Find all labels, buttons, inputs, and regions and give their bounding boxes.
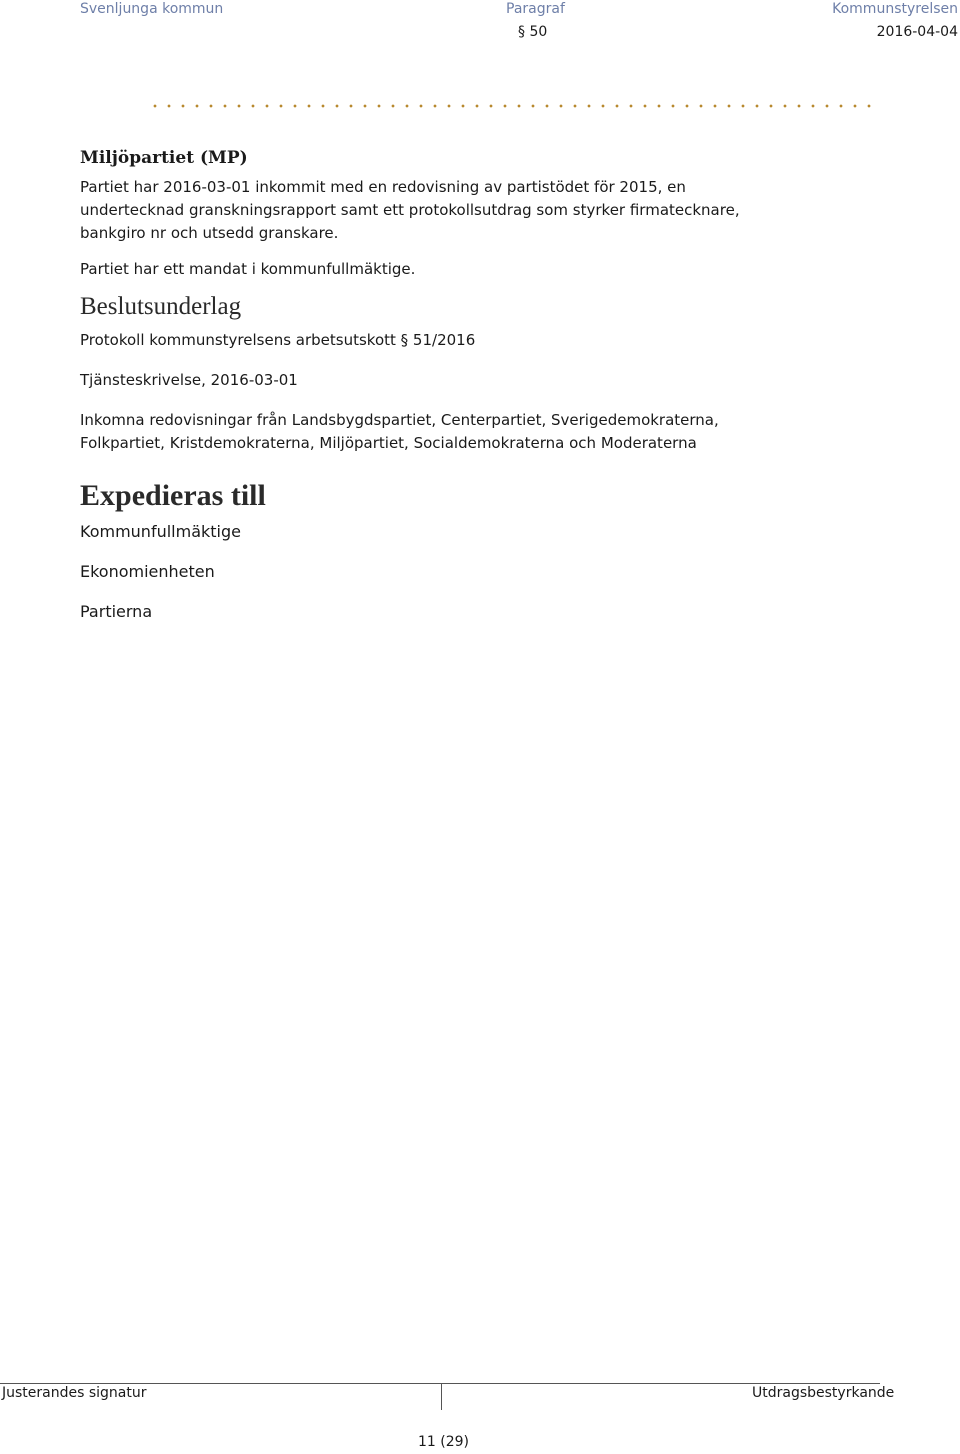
header-body: Kommunstyrelsen: [832, 1, 958, 17]
header-paragraf-value: § 50: [518, 24, 548, 40]
party-heading: Miljöpartiet (MP): [80, 148, 248, 168]
text-line: undertecknad granskningsrapport samt ett protokollsutdrag som styrker firmatecknare,: [80, 201, 740, 219]
beslutsunderlag-item: [80, 409, 940, 455]
party-paragraph-1: [80, 176, 940, 245]
beslutsunderlag-item: Protokoll kommunstyrelsens arbetsutskott § 51/2016: [80, 331, 476, 349]
text-line: Folkpartiet, Kristdemokraterna, Miljöpartiet, Socialdemokraterna och Moderaterna: [80, 434, 697, 452]
footer-certification-label: Utdragsbestyrkande: [752, 1385, 895, 1401]
recipient-item: Partierna: [80, 602, 153, 621]
expedieras-heading: Expedieras till: [80, 479, 266, 512]
footer-divider: [0, 1383, 880, 1384]
party-paragraph-2: Partiet har ett mandat i kommunfullmäktige.: [80, 260, 416, 278]
beslutsunderlag-item: Tjänsteskrivelse, 2016-03-01: [80, 371, 298, 389]
page-number: 11 (29): [418, 1434, 470, 1450]
beslutsunderlag-heading: Beslutsunderlag: [80, 293, 242, 320]
header-date: 2016-04-04: [876, 24, 958, 40]
header-municipality: Svenljunga kommun: [80, 1, 224, 17]
footer-separator: [441, 1384, 442, 1410]
footer-signature-label: Justerandes signatur: [2, 1385, 147, 1401]
text-line: Inkomna redovisningar från Landsbygdspartiet, Centerpartiet, Sverigedemokraterna,: [80, 411, 719, 429]
text-line: Partiet har 2016-03-01 inkommit med en redovisning av partistödet för 2015, en: [80, 178, 686, 196]
text-line: bankgiro nr och utsedd granskare.: [80, 224, 339, 242]
recipient-item: Ekonomienheten: [80, 562, 215, 581]
recipient-item: Kommunfullmäktige: [80, 522, 241, 541]
document-body: [80, 146, 940, 641]
header-paragraf-label: Paragraf: [506, 1, 565, 17]
dotted-divider: [148, 99, 880, 113]
